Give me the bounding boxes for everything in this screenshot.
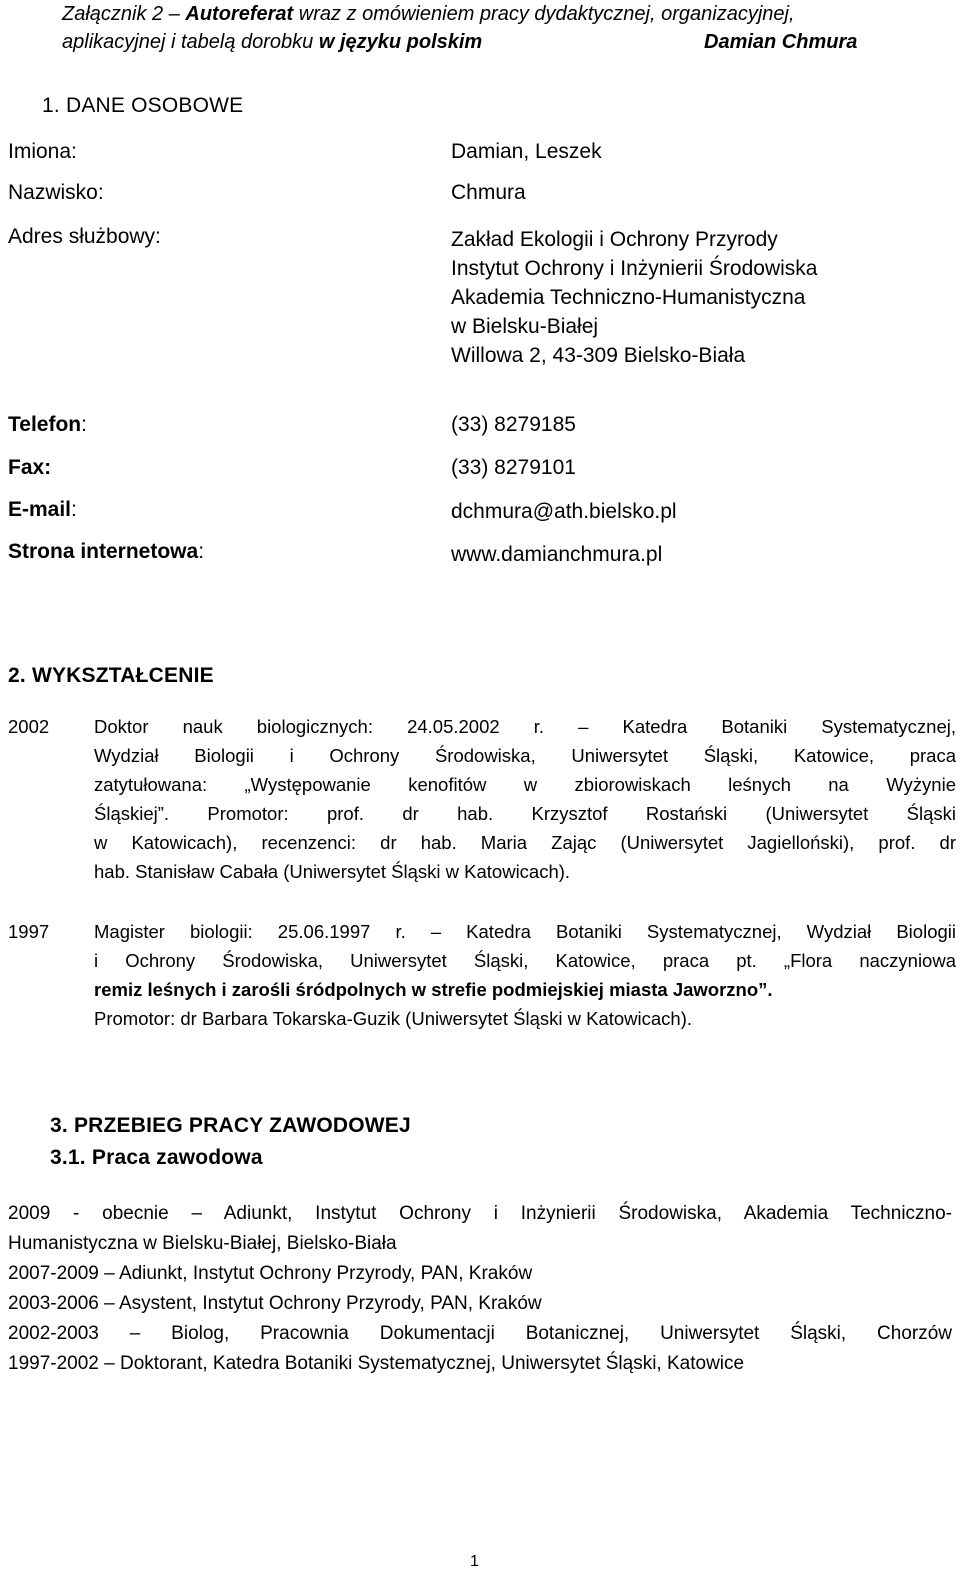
education-entry-2002	[8, 712, 956, 892]
text-line: w Katowicach), recenzenci: dr hab. Maria Zając (Uniwersytet Jagielloński), prof. dr	[94, 832, 956, 853]
section-1-title: 1. DANE OSOBOWE	[42, 94, 244, 117]
education-year: 1997	[8, 921, 50, 942]
section-3-title: 3. PRZEBIEG PRACY ZAWODOWEJ	[50, 1114, 411, 1137]
nazwisko-value: Chmura	[451, 181, 526, 204]
adres-line: Instytut Ochrony i Inżynierii Środowiska	[451, 257, 818, 280]
adres-line: w Bielsku-Białej	[451, 315, 599, 338]
text-line: Promotor: dr Barbara Tokarska-Guzik (Uniwersytet Śląski w Katowicach).	[94, 1008, 693, 1029]
text-line: Śląskiej”. Promotor: prof. dr hab. Krzysztof Rostański (Uniwersytet Śląski	[94, 803, 956, 824]
adres-value	[451, 225, 817, 370]
telefon-value: (33) 8279185	[451, 413, 576, 436]
www-value: www.damianchmura.pl	[451, 543, 663, 566]
job-item: Humanistyczna w Bielsku-Białej, Bielsko-Biała	[8, 1233, 397, 1254]
job-item: 2003-2006 – Asystent, Instytut Ochrony Przyrody, PAN, Kraków	[8, 1293, 542, 1314]
header-line-1: Załącznik 2 – Autoreferat wraz z omówieniem pracy dydaktycznej, organizacyjnej,	[62, 3, 795, 25]
education-text	[94, 917, 956, 1033]
job-item: 1997-2002 – Doktorant, Katedra Botaniki Systematycznej, Uniwersytet Śląski, Katowice	[8, 1353, 745, 1374]
education-entry-1997	[8, 917, 956, 1037]
fax-value: (33) 8279101	[451, 456, 576, 479]
text-line: hab. Stanisław Cabała (Uniwersytet Śląski w Katowicach).	[94, 861, 571, 882]
email-value: dchmura@ath.bielsko.pl	[451, 500, 677, 523]
www-label: Strona internetowa:	[8, 540, 205, 563]
job-item: 2009 - obecnie – Adiunkt, Instytut Ochrony i Inżynierii Środowiska, Akademia Techniczno-	[8, 1203, 952, 1224]
section-2-title: 2. WYKSZTAŁCENIE	[8, 664, 214, 687]
text-line: Doktor nauk biologicznych: 24.05.2002 r. – Katedra Botaniki Systematycznej,	[94, 716, 956, 737]
text-line: Magister biologii: 25.06.1997 r. – Katedra Botaniki Systematycznej, Wydział Biologii	[94, 921, 956, 942]
telefon-label: Telefon:	[8, 413, 87, 436]
imiona-value: Damian, Leszek	[451, 140, 602, 163]
education-year: 2002	[8, 716, 50, 737]
header-author: Damian Chmura	[704, 31, 858, 53]
job-list	[8, 1199, 952, 1379]
header-line-2: aplikacyjnej i tabelą dorobku w języku polskim Damian Chmura	[62, 28, 795, 56]
adres-line: Zakład Ekologii i Ochrony Przyrody	[451, 228, 778, 251]
job-item: 2002-2003 – Biolog, Pracownia Dokumentacji Botanicznej, Uniwersytet Śląski, Chorzów	[8, 1323, 952, 1344]
adres-line: Akademia Techniczno-Humanistyczna	[451, 286, 806, 309]
fax-label: Fax:	[8, 456, 52, 479]
education-text	[94, 712, 956, 886]
adres-label: Adres służbowy:	[8, 225, 161, 248]
text-line: i Ochrony Środowiska, Uniwersytet Śląski, Katowice, praca pt. „Flora naczyniowa	[94, 950, 956, 971]
imiona-label: Imiona:	[8, 140, 77, 163]
nazwisko-label: Nazwisko:	[8, 181, 104, 204]
email-label: E-mail:	[8, 498, 77, 521]
job-item: 2007-2009 – Adiunkt, Instytut Ochrony Przyrody, PAN, Kraków	[8, 1263, 533, 1284]
text-line: zatytułowana: „Występowanie kenofitów w zbiorowiskach leśnych na Wyżynie	[94, 774, 956, 795]
document-header	[62, 0, 858, 56]
text-line: Wydział Biologii i Ochrony Środowiska, Uniwersytet Śląski, Katowice, praca	[94, 745, 956, 766]
page-number: 1	[470, 1553, 479, 1570]
text-line: remiz leśnych i zarośli śródpolnych w strefie podmiejskiej miasta Jaworzno”.	[94, 979, 773, 1000]
adres-line: Willowa 2, 43-309 Bielsko-Biała	[451, 344, 746, 367]
section-3-1-title: 3.1. Praca zawodowa	[50, 1146, 263, 1169]
